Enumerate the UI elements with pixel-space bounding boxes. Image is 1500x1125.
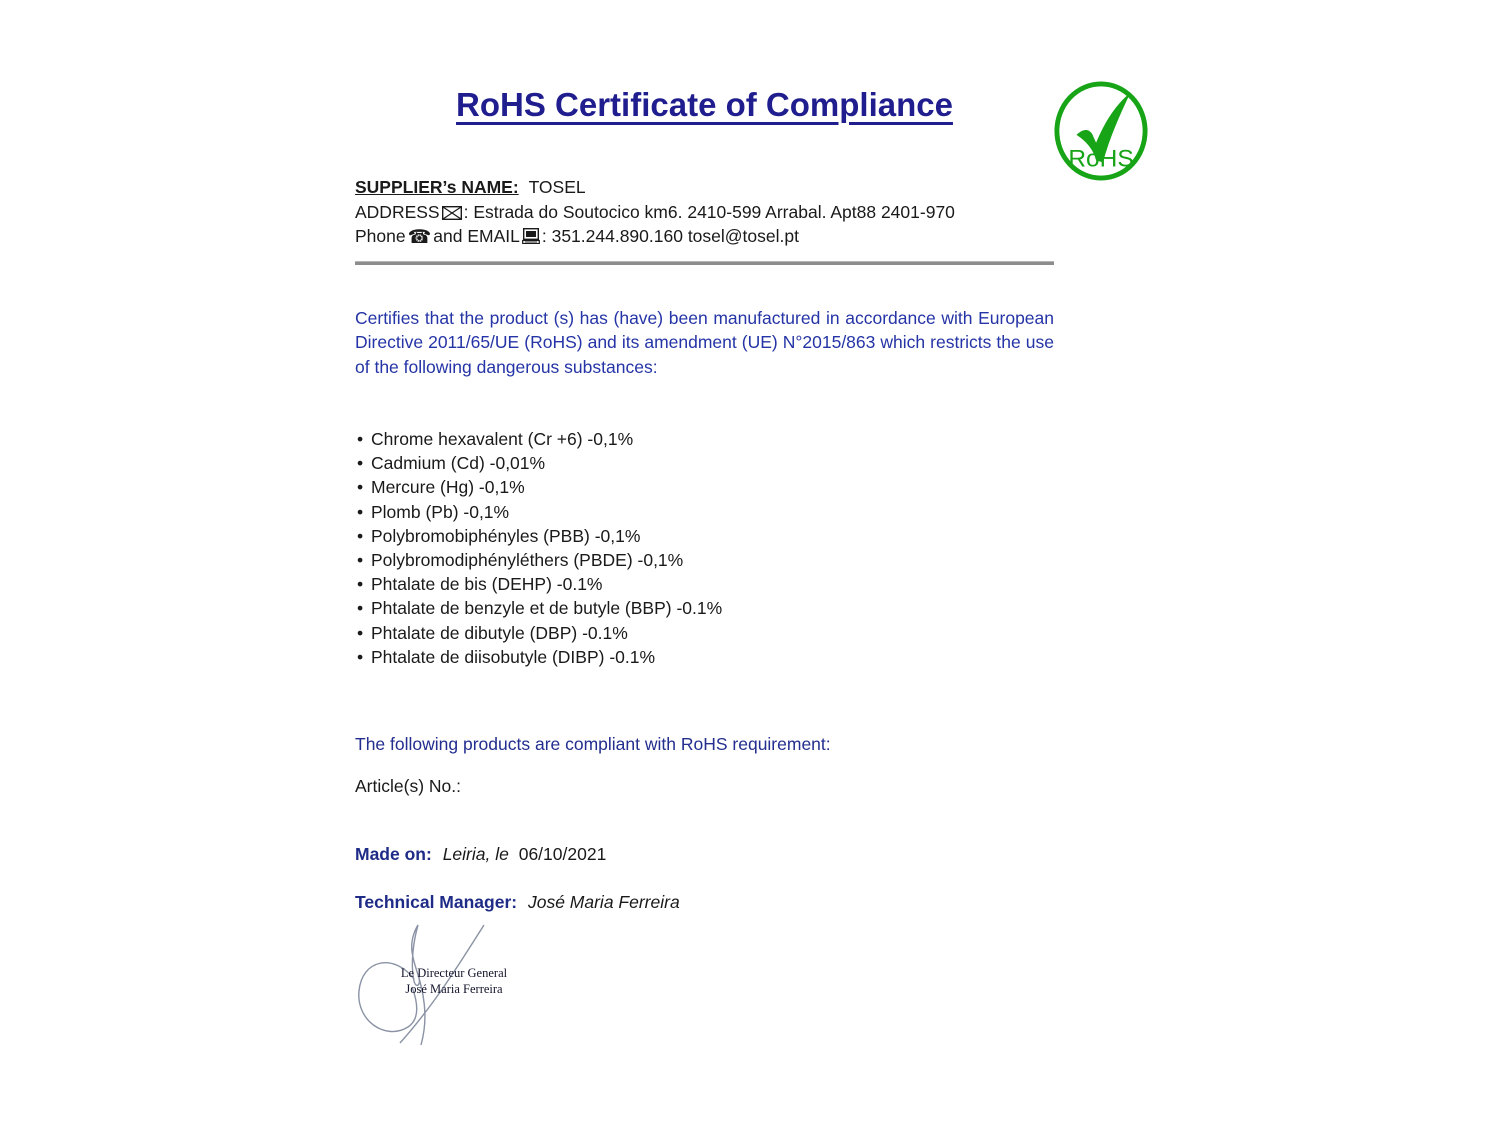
list-item xyxy=(357,548,722,572)
substance-text: Phtalate de dibutyle (DBP) -0.1% xyxy=(371,622,628,643)
supplier-name-label: SUPPLIER’s NAME: xyxy=(355,177,519,197)
phone-icon: ☎ xyxy=(407,226,432,248)
envelope-icon xyxy=(442,206,462,220)
list-item xyxy=(357,427,722,451)
bullet-icon: • xyxy=(357,550,364,571)
substance-text: Phtalate de diisobutyle (DIBP) -0.1% xyxy=(371,646,656,667)
made-on-place: Leiria, le xyxy=(442,844,509,864)
contact-value: : 351.244.890.160 tosel@tosel.pt xyxy=(541,226,799,246)
rohs-logo-label: RoHS xyxy=(1068,145,1134,173)
stamp-line-2: José Maria Ferreira xyxy=(405,982,503,996)
bullet-icon: • xyxy=(357,574,364,595)
bullet-icon: • xyxy=(357,598,364,619)
page-title xyxy=(355,86,1054,124)
made-on-label: Made on: xyxy=(355,844,432,864)
substance-text: Phtalate de benzyle et de butyle (BBP) -0.1% xyxy=(371,598,723,619)
substance-text: Chrome hexavalent (Cr +6) -0,1% xyxy=(371,429,634,449)
list-item xyxy=(357,596,722,620)
supplier-contact-line xyxy=(355,224,955,249)
supplier-name-line xyxy=(355,175,955,200)
substance-text: Plomb (Pb) -0,1% xyxy=(371,501,510,522)
bullet-icon: • xyxy=(357,622,364,643)
substance-text: Mercure (Hg) -0,1% xyxy=(371,477,525,498)
list-item xyxy=(357,621,722,645)
substance-text: Polybromodiphényléthers (PBDE) -0,1% xyxy=(371,550,684,571)
substance-text: Phtalate de bis (DEHP) -0.1% xyxy=(371,574,603,595)
supplier-name-value: TOSEL xyxy=(528,177,586,197)
list-item xyxy=(357,572,722,596)
substance-text: Polybromobiphényles (PBB) -0,1% xyxy=(371,525,641,546)
list-item xyxy=(357,500,722,524)
rohs-logo xyxy=(1052,80,1150,182)
list-item xyxy=(357,451,722,475)
signature-stamp-text xyxy=(388,965,520,997)
supplier-address-line xyxy=(355,200,955,225)
article-number-line: Article(s) No.: xyxy=(355,776,461,796)
divider-line xyxy=(355,261,1054,265)
made-on-line xyxy=(355,844,606,865)
email-label: and EMAIL xyxy=(433,226,520,246)
list-item xyxy=(357,524,722,548)
page-title-text: RoHS Certificate of Compliance xyxy=(456,86,953,123)
list-item xyxy=(357,475,722,499)
supplier-info xyxy=(355,175,955,249)
bullet-icon: • xyxy=(357,646,364,667)
technical-manager-label: Technical Manager: xyxy=(355,892,518,912)
made-on-date: 06/10/2021 xyxy=(518,844,607,864)
address-value: : Estrada do Soutocico km6. 2410-599 Arrabal. Apt88 2401-970 xyxy=(463,201,955,222)
compliance-statement: The following products are compliant with RoHS requirement: xyxy=(355,734,831,754)
technical-manager-value: José Maria Ferreira xyxy=(527,892,680,912)
bullet-icon: • xyxy=(357,453,364,474)
bullet-icon: • xyxy=(357,429,364,449)
phone-label: Phone xyxy=(355,226,406,246)
certification-statement: Certifies that the product (s) has (have) been manufactured in accordance with European Directive 2011/65/UE (RoHS) and its amendment (UE) N°2015/863 which restricts the use of the following dangerous substances: xyxy=(355,308,1054,377)
address-label: ADDRESS xyxy=(355,201,440,222)
substances-list xyxy=(357,427,722,669)
bullet-icon: • xyxy=(357,477,364,498)
stamp-line-1: Le Directeur General xyxy=(400,966,508,980)
computer-icon xyxy=(522,228,540,244)
technical-manager-line xyxy=(355,892,680,913)
bullet-icon: • xyxy=(357,501,364,522)
list-item xyxy=(357,645,722,669)
substance-text: Cadmium (Cd) -0,01% xyxy=(371,453,546,474)
bullet-icon: • xyxy=(357,525,364,546)
